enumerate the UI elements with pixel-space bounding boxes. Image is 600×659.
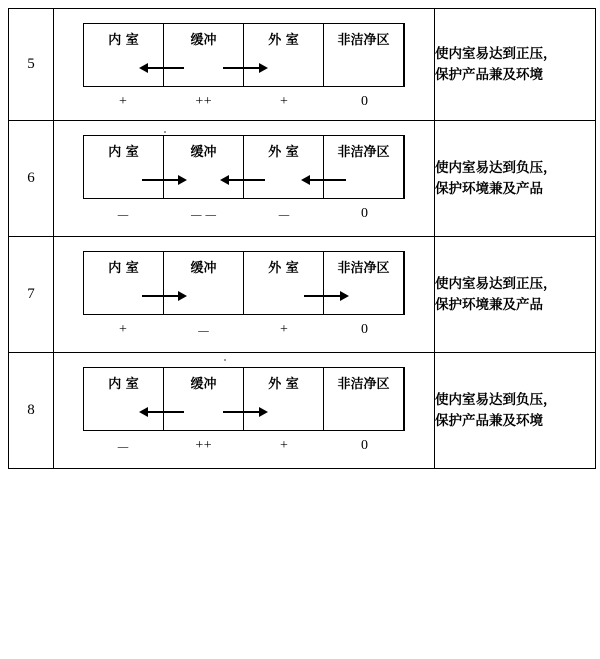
room-strip xyxy=(83,367,405,431)
pressure-sign: － xyxy=(116,442,131,457)
room-cell xyxy=(84,136,164,198)
airflow-arrow-left xyxy=(302,174,348,186)
note-line: 保护环境兼及产品 xyxy=(435,296,543,313)
pressure-sign: － xyxy=(116,210,131,225)
pressure-sign: + xyxy=(280,94,289,109)
airflow-arrow-left xyxy=(140,406,186,418)
room-strip xyxy=(83,135,405,199)
room-label: 非洁净区 xyxy=(337,145,390,160)
room-cell xyxy=(164,24,244,86)
row-diagram xyxy=(54,121,435,237)
arrow-head xyxy=(220,175,229,185)
arrow-head xyxy=(301,175,310,185)
row-diagram xyxy=(54,9,435,121)
pressure-sign: + xyxy=(119,322,128,337)
room-label: 缓冲 xyxy=(190,33,217,48)
speck-mark xyxy=(224,359,226,361)
arrow-head xyxy=(259,63,268,73)
diagram xyxy=(54,353,434,468)
arrow-head xyxy=(340,291,349,301)
room-cell xyxy=(324,136,404,198)
page xyxy=(0,8,600,659)
room-label: 外 室 xyxy=(268,33,299,48)
table-row xyxy=(9,237,596,353)
diagram xyxy=(54,121,434,236)
pressure-sign: ++ xyxy=(195,94,213,109)
pressure-sign: －－ xyxy=(189,210,219,225)
pressure-sign: + xyxy=(119,94,128,109)
row-index: 6 xyxy=(9,121,54,237)
room-label: 外 室 xyxy=(268,261,299,276)
room-cell xyxy=(324,252,404,314)
table-body xyxy=(9,9,596,469)
room-cell xyxy=(164,136,244,198)
pressure-sign: 0 xyxy=(361,322,369,337)
room-label: 内 室 xyxy=(108,145,139,160)
note-line: 保护产品兼及环境 xyxy=(435,66,543,83)
row-index: 8 xyxy=(9,353,54,469)
room-label: 缓冲 xyxy=(190,145,217,160)
room-cell xyxy=(164,252,244,314)
pressure-sign: － xyxy=(277,210,292,225)
airflow-arrow-left xyxy=(140,62,186,74)
room-label: 外 室 xyxy=(268,145,299,160)
room-strip xyxy=(83,23,405,87)
arrow-shaft xyxy=(142,67,184,69)
note-line: 使内室易达到负压， xyxy=(435,159,557,176)
speck-mark xyxy=(164,131,166,133)
note-line: 使内室易达到负压， xyxy=(435,391,557,408)
room-cell xyxy=(244,368,324,430)
pressure-sign: － xyxy=(196,326,211,341)
room-cell xyxy=(84,24,164,86)
room-label: 外 室 xyxy=(268,377,299,392)
arrow-head xyxy=(178,291,187,301)
room-label: 内 室 xyxy=(108,261,139,276)
arrow-head xyxy=(139,407,148,417)
row-diagram xyxy=(54,353,435,469)
airflow-arrow-right xyxy=(140,174,186,186)
table-row xyxy=(9,121,596,237)
pressure-sign: ++ xyxy=(195,438,213,453)
pressure-sign: 0 xyxy=(361,206,369,221)
diagram xyxy=(54,237,434,352)
room-label: 缓冲 xyxy=(190,377,217,392)
room-cell xyxy=(84,368,164,430)
note-line: 使内室易达到正压， xyxy=(435,275,557,292)
room-cell xyxy=(244,24,324,86)
arrow-shaft xyxy=(304,179,346,181)
pressure-signs xyxy=(83,322,405,342)
arrow-head xyxy=(259,407,268,417)
row-note xyxy=(435,353,596,469)
pressure-signs xyxy=(83,206,405,226)
pressure-sign: 0 xyxy=(361,94,369,109)
note-line: 使内室易达到正压， xyxy=(435,45,557,62)
arrow-head xyxy=(139,63,148,73)
row-diagram xyxy=(54,237,435,353)
airflow-arrow-right xyxy=(221,62,267,74)
room-cell xyxy=(244,136,324,198)
pressure-signs xyxy=(83,438,405,458)
room-label: 内 室 xyxy=(108,33,139,48)
pressure-sign: 0 xyxy=(361,438,369,453)
room-strip xyxy=(83,251,405,315)
room-cell xyxy=(324,368,404,430)
arrow-head xyxy=(178,175,187,185)
pressure-sign: + xyxy=(280,322,289,337)
row-note xyxy=(435,121,596,237)
row-note xyxy=(435,237,596,353)
room-label: 非洁净区 xyxy=(337,377,390,392)
airflow-arrow-right xyxy=(221,406,267,418)
arrow-shaft xyxy=(142,411,184,413)
airflow-arrow-right xyxy=(302,290,348,302)
room-label: 内 室 xyxy=(108,377,139,392)
row-note xyxy=(435,9,596,121)
room-label: 非洁净区 xyxy=(337,33,390,48)
room-cell xyxy=(84,252,164,314)
airflow-arrow-right xyxy=(140,290,186,302)
room-cell xyxy=(324,24,404,86)
room-label: 缓冲 xyxy=(190,261,217,276)
diagram xyxy=(54,9,434,120)
row-index: 5 xyxy=(9,9,54,121)
room-cell xyxy=(244,252,324,314)
airflow-arrow-left xyxy=(221,174,267,186)
pressure-scheme-table xyxy=(8,8,596,469)
row-index: 7 xyxy=(9,237,54,353)
note-line: 保护产品兼及环境 xyxy=(435,412,543,429)
room-label: 非洁净区 xyxy=(337,261,390,276)
pressure-signs xyxy=(83,94,405,110)
table-row xyxy=(9,9,596,121)
note-line: 保护环境兼及产品 xyxy=(435,180,543,197)
table-row xyxy=(9,353,596,469)
pressure-sign: + xyxy=(280,438,289,453)
arrow-shaft xyxy=(223,179,265,181)
room-cell xyxy=(164,368,244,430)
